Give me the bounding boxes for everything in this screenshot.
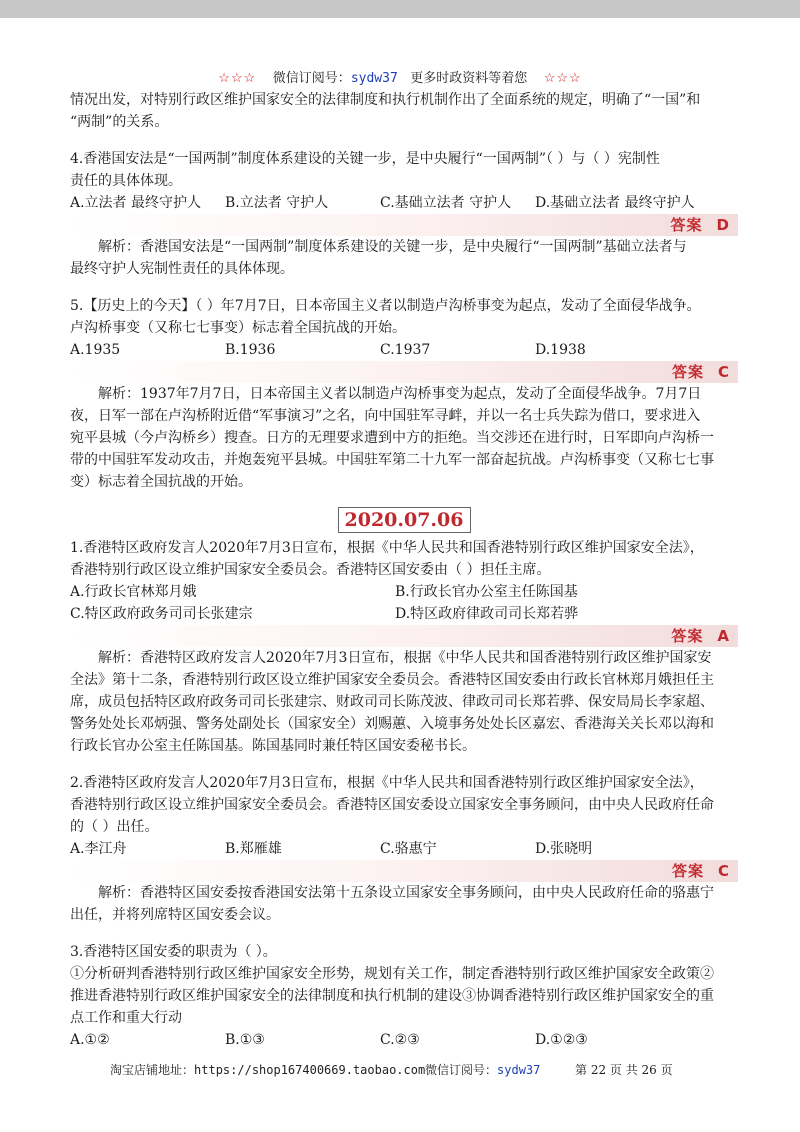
- option-b: B.郑雁雄: [225, 841, 282, 857]
- analysis-line: 变）标志着全国抗战的开始。: [70, 474, 252, 490]
- date-heading-box: [70, 507, 738, 533]
- option-a: A.立法者 最终守护人: [70, 195, 202, 211]
- footer-page-number: 第 22 页 共 26 页: [575, 1063, 673, 1077]
- header-wechat-id: sydw37: [350, 71, 398, 86]
- answer-bar: [70, 214, 738, 236]
- answer-label: 答案: [671, 862, 704, 880]
- footer-wx-id: sydw37: [497, 1063, 541, 1077]
- stars-left: ☆☆☆: [218, 71, 257, 86]
- analysis-line: 最终守护人宪制性责任的具体体现。: [70, 261, 294, 277]
- question-stem: 推进香港特别行政区维护国家安全的法律制度和执行机制的建设③协调香港特别行政区维护国家安全的重: [70, 988, 714, 1004]
- option-d: D.基础立法者 最终守护人: [535, 195, 695, 211]
- question-stem: 卢沟桥事变（又称七七事变）标志着全国抗战的开始。: [70, 320, 406, 336]
- question-stem: 1.香港特区政府发言人2020年7月3日宣布，根据《中华人民共和国香港特别行政区维护国家安全法》，: [70, 540, 704, 556]
- options-row: [70, 581, 738, 603]
- answer-label: 答案: [671, 627, 704, 645]
- answer-bar: [70, 361, 738, 383]
- analysis-line: 夜，日军一部在卢沟桥附近借“军事演习”之名，向中国驻军寻衅，并以一名士兵失踪为借口，要求进入: [70, 408, 701, 424]
- question-stem: 4.香港国安法是“一国两制”制度体系建设的关键一步，是中央履行“一国两制”（ ）与（ ）宪制性: [70, 151, 660, 167]
- intro-line: “两制”的关系。: [70, 114, 169, 130]
- analysis-line: 警务处处长邓炳强、警务处副处长（国家安全）刘赐蕙、入境事务处处长区嘉宏、香港海关关长邓以海和: [70, 716, 714, 732]
- option-c: C.骆惠宁: [380, 841, 437, 857]
- option-d: D.①②③: [535, 1032, 588, 1048]
- answer-bar: [70, 625, 738, 647]
- analysis-line: 解析：香港国安法是“一国两制”制度体系建设的关键一步，是中央履行“一国两制”基础立法者与: [98, 239, 687, 255]
- question-stem: 3.香港特区国安委的职责为（ ）。: [70, 944, 277, 960]
- question-stem: 香港特别行政区设立维护国家安全委员会。香港特区国安委设立国家安全事务顾问，由中央人民政府任命: [70, 797, 714, 813]
- header-label: 微信订阅号：: [272, 71, 351, 86]
- option-a: A.①②: [70, 1032, 110, 1048]
- analysis-line: 全法》第十二条，香港特别行政区设立维护国家安全委员会。香港特区国安委由行政长官林郑月娥担任主: [70, 672, 714, 688]
- analysis-line: 带的中国驻军发动攻击，并炮轰宛平县城。中国驻军第二十九军一部奋起抗战。卢沟桥事变（又称七七事: [70, 452, 714, 468]
- analysis-line: 出任，并将列席特区国安委会议。: [70, 907, 280, 923]
- option-d: D.张晓明: [535, 841, 593, 857]
- question-5: [70, 295, 738, 493]
- answer-letter: D: [716, 216, 730, 234]
- option-a: A.李江舟: [70, 841, 127, 857]
- question-0706-2: [70, 772, 738, 926]
- question-stem: 香港特别行政区设立维护国家安全委员会。香港特区国安委由（ ）担任主席。: [70, 562, 551, 578]
- footer-shop-url: https://shop167400669.taobao.com: [194, 1063, 426, 1077]
- option-d: D.特区政府律政司司长郑若骅: [395, 606, 579, 622]
- page-content: [70, 89, 738, 1051]
- answer-letter: C: [717, 862, 730, 880]
- analysis-line: 解析：香港特区政府发言人2020年7月3日宣布，根据《中华人民共和国香港特别行政区维护国家安: [98, 650, 712, 666]
- option-b: B.①③: [225, 1032, 265, 1048]
- option-d: D.1938: [535, 342, 586, 358]
- options-row: [70, 339, 738, 361]
- page-header: [0, 67, 800, 86]
- question-stem: ①分析研判香港特别行政区维护国家安全形势，规划有关工作，制定香港特别行政区维护国家安全政策②: [70, 966, 714, 982]
- footer-wx-label: 微信订阅号：: [425, 1063, 498, 1077]
- question-4: [70, 148, 738, 280]
- answer-label: 答案: [670, 216, 703, 234]
- option-c: C.特区政府政务司司长张建宗: [70, 606, 253, 622]
- footer-shop: [110, 1061, 425, 1078]
- stars-right: ☆☆☆: [543, 71, 582, 86]
- question-0706-1: [70, 537, 738, 757]
- option-b: B.立法者 守护人: [225, 195, 329, 211]
- options-row: [70, 603, 738, 625]
- question-stem: 5.【历史上的今天】（ ）年7月7日，日本帝国主义者以制造卢沟桥事变为起点，发动了全面侵华战争。: [70, 298, 701, 314]
- analysis-line: 席，成员包括特区政府政务司司长张建宗、财政司司长陈茂波、律政司司长郑若骅、保安局局长李家超、: [70, 694, 714, 710]
- answer-letter: C: [717, 363, 730, 381]
- question-stem: 的（ ）出任。: [70, 819, 159, 835]
- option-a: A.1935: [70, 342, 121, 358]
- question-stem: 责任的具体体现。: [70, 173, 182, 189]
- analysis-line: 解析：香港特区国安委按香港国安法第十五条设立国家安全事务顾问，由中央人民政府任命的骆惠宁: [98, 885, 714, 901]
- options-row: [70, 1029, 738, 1051]
- answer-label: 答案: [671, 363, 704, 381]
- analysis-line: 行政长官办公室主任陈国基。陈国基同时兼任特区国安委秘书长。: [70, 738, 476, 754]
- answer-letter: A: [717, 627, 730, 645]
- header-tagline: 更多时政资料等着您: [410, 71, 528, 86]
- question-stem: 2.香港特区政府发言人2020年7月3日宣布，根据《中华人民共和国香港特别行政区维护国家安全法》，: [70, 775, 704, 791]
- question-stem: 点工作和重大行动: [70, 1010, 182, 1026]
- date-heading: 2020.07.06: [338, 507, 471, 533]
- option-c: C.1937: [380, 342, 431, 358]
- option-b: B.行政长官办公室主任陈国基: [395, 584, 578, 600]
- options-row: [70, 838, 738, 860]
- question-0706-3: [70, 941, 738, 1051]
- analysis-line: 解析：1937年7月7日，日本帝国主义者以制造卢沟桥事变为起点，发动了全面侵华战争。7月7日: [98, 386, 702, 402]
- option-c: C.基础立法者 守护人: [380, 195, 512, 211]
- option-b: B.1936: [225, 342, 276, 358]
- answer-bar: [70, 860, 738, 882]
- options-row: [70, 192, 738, 214]
- option-a: A.行政长官林郑月娥: [70, 584, 197, 600]
- top-gray-bar: [0, 0, 800, 18]
- intro-line: 情况出发，对特别行政区维护国家安全的法律制度和执行机制作出了全面系统的规定，明确了“一国”和: [70, 92, 701, 108]
- option-c: C.②③: [380, 1032, 420, 1048]
- footer-wechat: [425, 1061, 540, 1078]
- footer-shop-label: 淘宝店铺地址：: [110, 1063, 195, 1077]
- analysis-line: 宛平县城（今卢沟桥乡）搜查。日方的无理要求遭到中方的拒绝。当交涉还在进行时，日军即向卢沟桥一: [70, 430, 714, 446]
